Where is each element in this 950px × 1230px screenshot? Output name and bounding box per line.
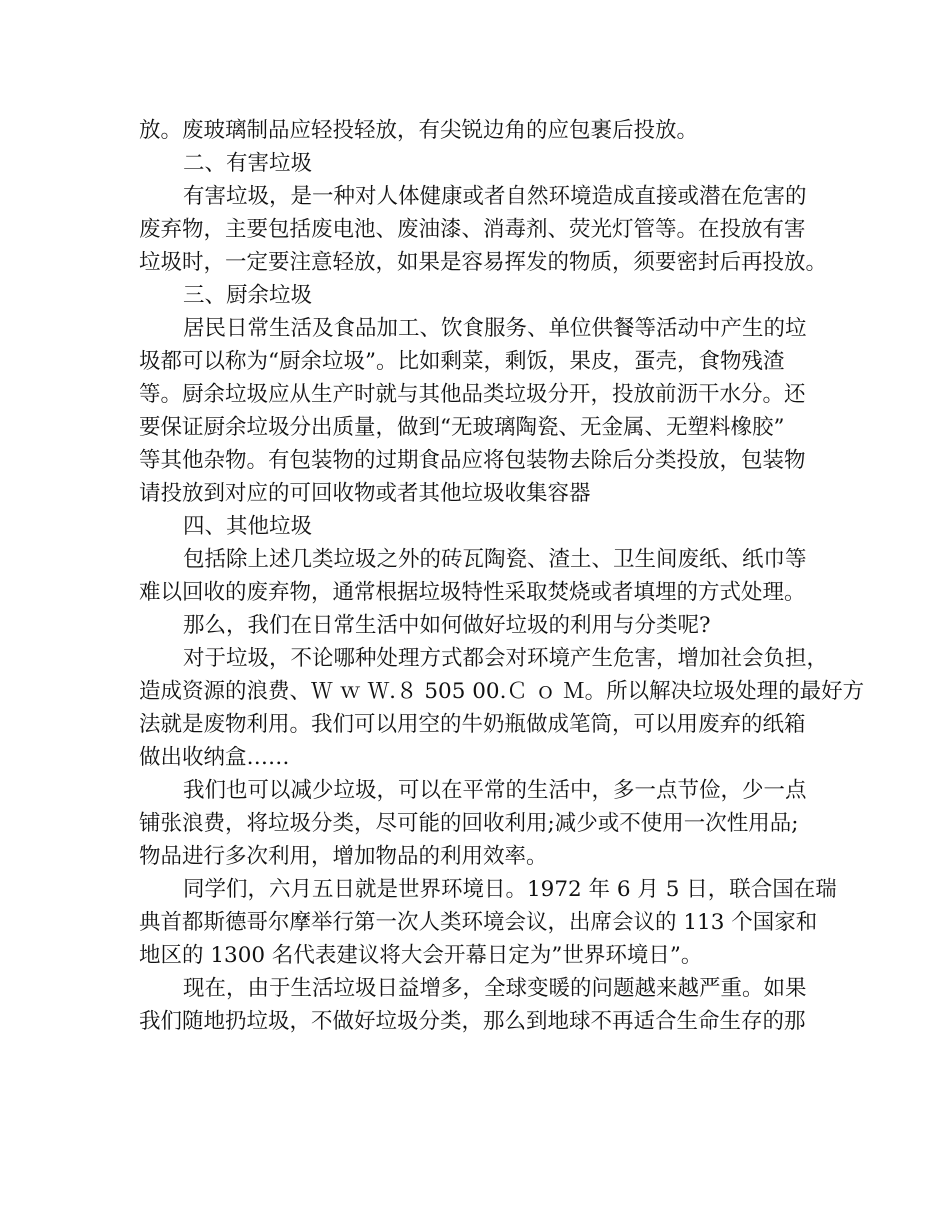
document-body	[139, 114, 865, 1038]
text-line: 废弃物，主要包括废电池、废油漆、消毒剂、荧光灯管等。在投放有害	[139, 217, 806, 242]
text-line: 法就是废物利用。我们可以用空的牛奶瓶做成笔筒，可以用废弃的纸箱	[139, 712, 806, 737]
text-line: 等。厨余垃圾应从生产时就与其他品类垃圾分开，投放前沥干水分。还	[139, 382, 806, 407]
text-line: 有害垃圾，是一种对人体健康或者自然环境造成直接或潜在危害的	[183, 184, 807, 209]
text-line: 二、有害垃圾	[183, 151, 313, 176]
text-line: 物品进行多次利用，增加物品的利用效率。	[139, 844, 548, 869]
text-line: 我们随地扔垃圾，不做好垃圾分类，那么到地球不再适合生命生存的那	[139, 1009, 806, 1034]
text-line: 对于垃圾，不论哪种处理方式都会对环境产生危害，增加社会负担，	[183, 646, 829, 671]
text-line: 典首都斯德哥尔摩举行第一次人类环境会议，出席会议的 113 个国家和	[139, 910, 818, 935]
text-line: 铺张浪费，将垃圾分类，尽可能的回收利用;减少或不使用一次性用品;	[139, 811, 799, 836]
text-line: 做出收纳盒……	[139, 745, 290, 770]
text-line: 那么，我们在日常生活中如何做好垃圾的利用与分类呢?	[183, 613, 711, 638]
text-line: 同学们，六月五日就是世界环境日。1972 年 6 月 5 日，联合国在瑞	[183, 877, 837, 902]
text-line: 要保证厨余垃圾分出质量，做到“无玻璃陶瓷、无金属、无塑料橡胶”	[139, 415, 785, 440]
text-line: 造成资源的浪费、Ｗ ｗ Ｗ.８ 505 00.Ｃ ｏ Ｍ。所以解决垃圾处理的最好方	[139, 679, 865, 704]
text-line: 居民日常生活及食品加工、饮食服务、单位供餐等活动中产生的垃	[183, 316, 807, 341]
text-line: 三、厨余垃圾	[183, 283, 313, 308]
text-line: 地区的 1300 名代表建议将大会开幕日定为”世界环境日”。	[139, 943, 703, 968]
text-line: 现在，由于生活垃圾日益增多，全球变暖的问题越来越严重。如果	[183, 976, 807, 1001]
text-line: 难以回收的废弃物，通常根据垃圾特性采取焚烧或者填埋的方式处理。	[139, 580, 806, 605]
text-line: 四、其他垃圾	[183, 514, 313, 539]
text-line: 圾都可以称为“厨余垃圾”。比如剩菜，剩饭，果皮，蛋壳，食物残渣	[139, 349, 785, 374]
text-line: 垃圾时，一定要注意轻放，如果是容易挥发的物质，须要密封后再投放。	[139, 250, 828, 275]
text-line: 包括除上述几类垃圾之外的砖瓦陶瓷、渣土、卫生间废纸、纸巾等	[183, 547, 807, 572]
text-line: 我们也可以减少垃圾，可以在平常的生活中，多一点节俭，少一点	[183, 778, 807, 803]
text-line: 放。废玻璃制品应轻投轻放，有尖锐边角的应包裹后投放。	[139, 118, 699, 143]
text-line: 请投放到对应的可回收物或者其他垃圾收集容器	[139, 481, 591, 506]
text-line: 等其他杂物。有包装物的过期食品应将包装物去除后分类投放，包装物	[139, 448, 806, 473]
